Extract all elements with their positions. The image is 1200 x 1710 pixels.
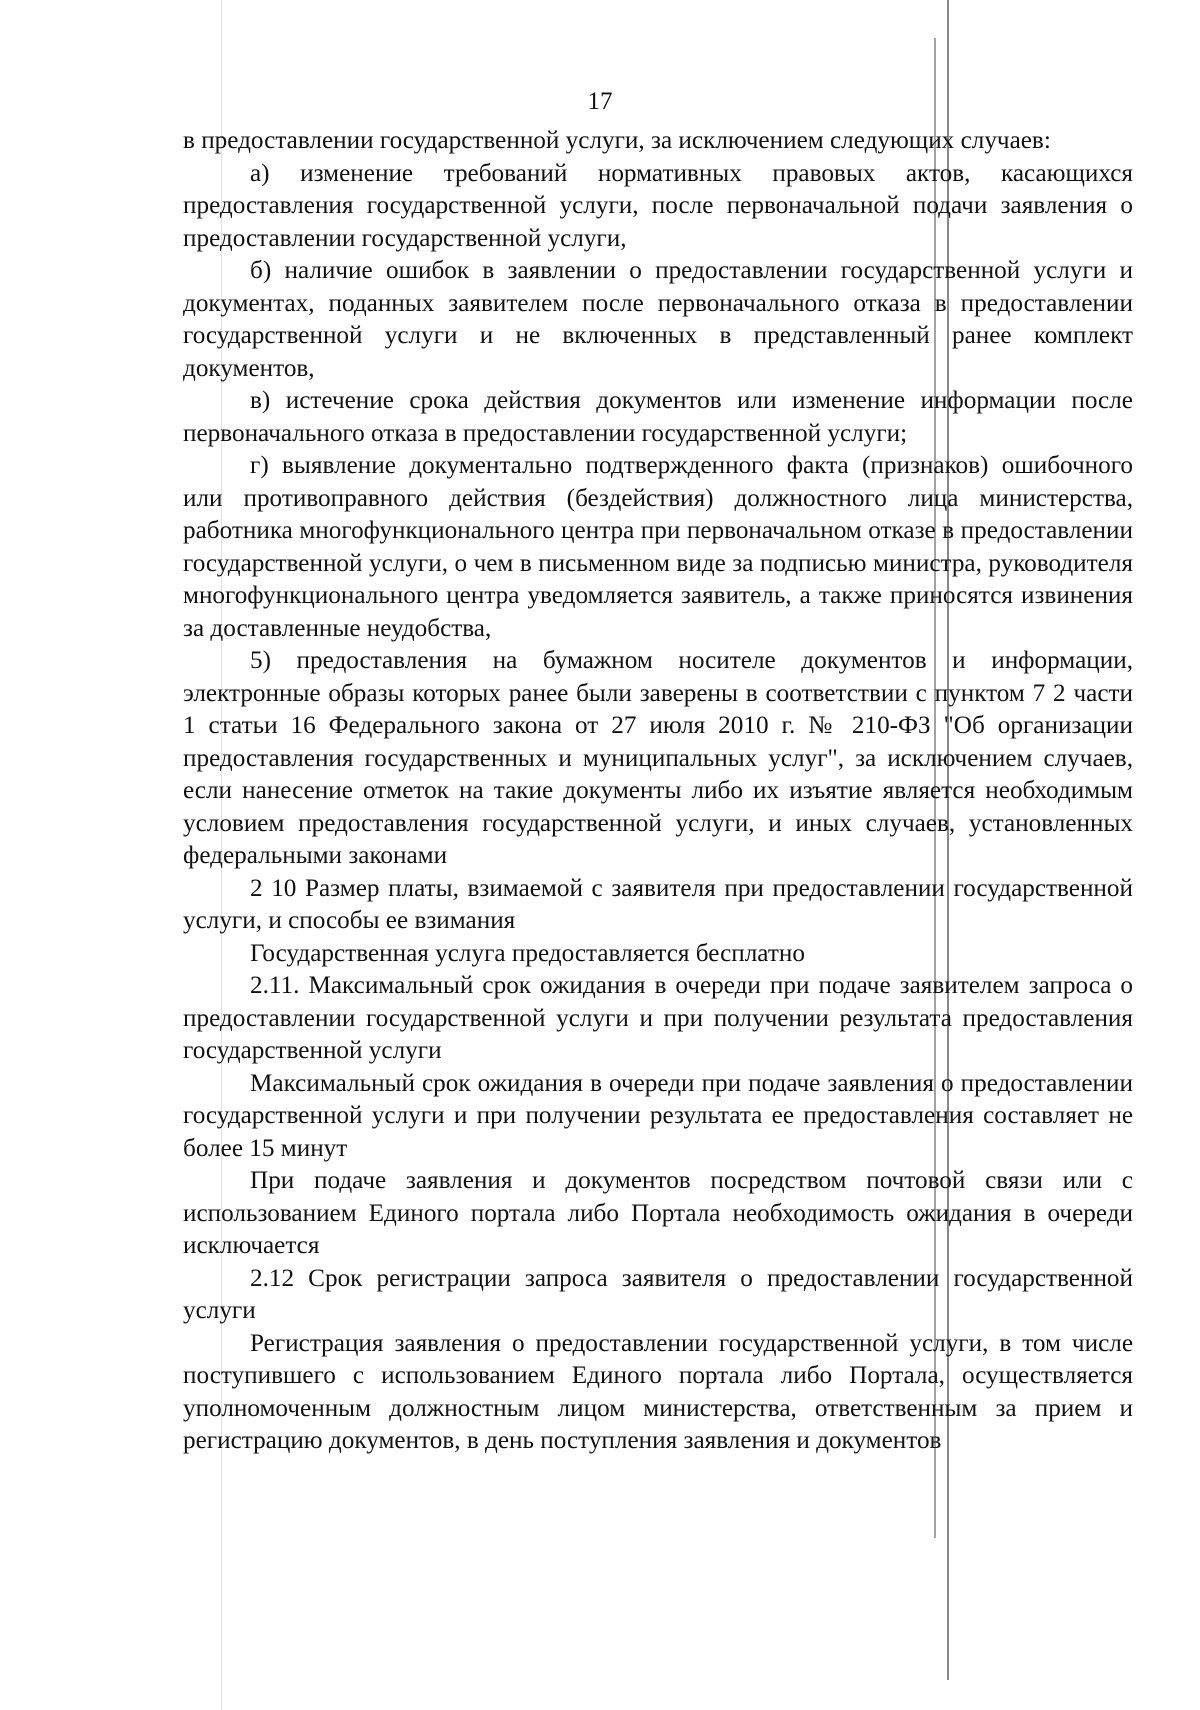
paragraph: 2.11. Максимальный срок ожидания в очереди при подаче заявителем запроса о предоставлении государственной услуги и при получении результата предоставления государственной услуги (183, 972, 1133, 1064)
paragraph: б) наличие ошибок в заявлении о предоставлении государственной услуги и документах, поданных заявителем после первоначального отказа в предоставлении государственной услуги и не включенных в представленный ранее комплект документов, (183, 257, 1133, 382)
paragraph: Регистрация заявления о предоставлении государственной услуги, в том числе поступившего с использованием Единого портала либо Портала, осуществляется уполномоченным должностным лицом министерства, ответственным за прием и регистрацию документов, в день поступления заявления и документов (183, 1329, 1133, 1454)
paragraph: Государственная услуга предоставляется бесплатно (250, 939, 805, 967)
paragraph: 2.12 Срок регистрации запроса заявителя о предоставлении государственной услуги (183, 1264, 1133, 1324)
paragraph: Максимальный срок ожидания в очереди при подаче заявления о предоставлении государственной услуги и при получении результата ее предоставления составляет не более 15 минут (183, 1069, 1133, 1162)
paragraph: в) истечение срока действия документов или изменение информации после первоначального отказа в предоставлении государственной услуги; (183, 387, 1133, 447)
page-number: 17 (587, 88, 613, 115)
paragraph: 5) предоставления на бумажном носителе документов и информации, электронные образы которых ранее были заверены в соответствии с пунктом 7 2 части 1 статьи 16 Федерального закона от 27 июля 2010 г. № 210-ФЗ "Об организации предоставления государственных и муниципальных услуг", за исключением случаев, если нанесение отметок на такие документы либо их изъятие является необходимым условием предоставления государственной услуги, и иных случаев, установленных федеральными законами (183, 647, 1133, 869)
paragraph: а) изменение требований нормативных правовых актов, касающихся предоставления государственной услуги, после первоначальной подачи заявления о предоставлении государственной услуги, (183, 159, 1133, 252)
document-body (183, 125, 1133, 1458)
paragraph: При подаче заявления и документов посредством почтовой связи или с использованием Единого портала либо Портала необходимость ожидания в очереди исключается (183, 1167, 1133, 1259)
paragraph: в предоставлении государственной услуги, за исключением следующих случаев: (183, 127, 1051, 154)
paragraph: 2 10 Размер платы, взимаемой с заявителя при предоставлении государственной услуги, и способы ее взимания (183, 874, 1133, 934)
paragraph: г) выявление документально подтвержденного факта (признаков) ошибочного или противоправного действия (бездействия) должностного лица министерства, работника многофункционального центра при первоначальном отказе в предоставлении государственной услуги, о чем в письменном виде за подписью министра, руководителя многофункционального центра уведомляется заявитель, а также приносятся извинения за доставленные неудобства, (183, 452, 1133, 642)
